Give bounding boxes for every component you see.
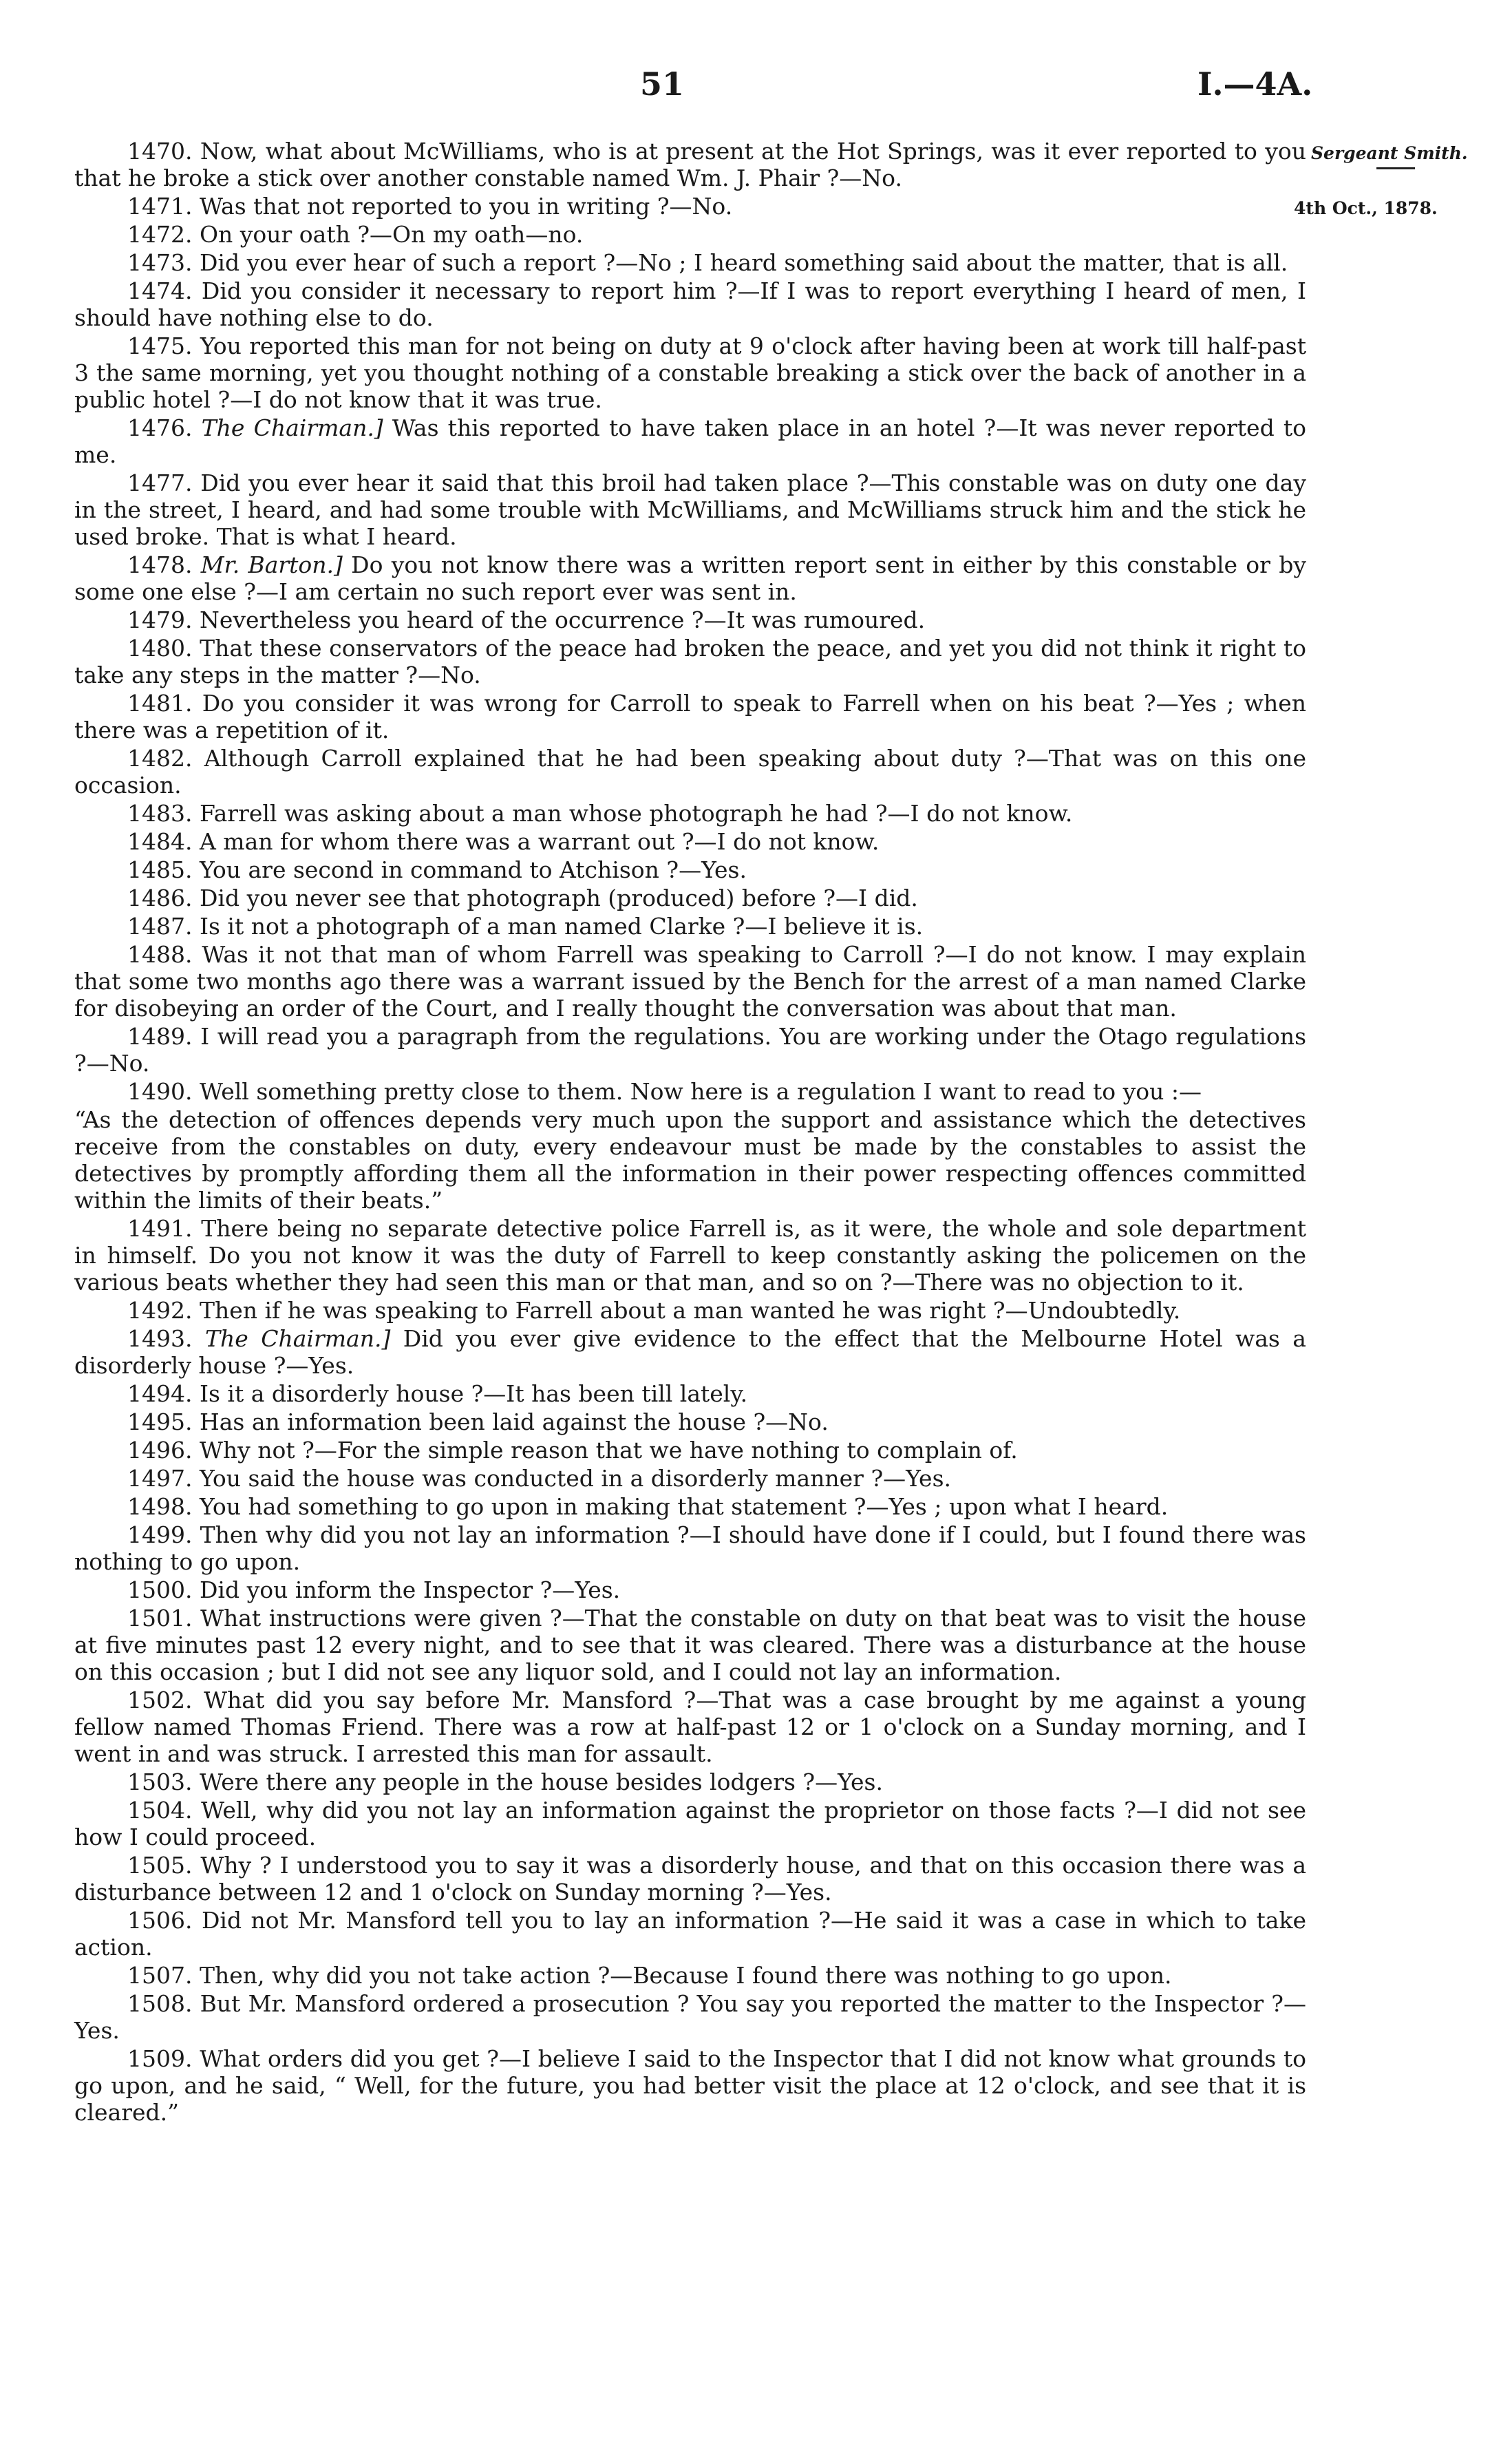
- paragraph-text: Then, why did you not take action ?—Because I found there was nothing to go upon.: [199, 1962, 1172, 1989]
- paragraph-text: What did you say before Mr. Mansford ?—That was a case brought by me against a young fellow named Thomas Friend. There was a row at half-past 12 or 1 o'clock on a Sunday morning, and I went in and was struck. I arrested this man for assault.: [74, 1687, 1307, 1767]
- qa-paragraph: [74, 856, 1306, 883]
- qa-paragraph: [74, 885, 1306, 911]
- paragraph-text: Although Carroll explained that he had been speaking about duty ?—That was on this one occasion.: [74, 745, 1306, 799]
- qa-paragraph: [74, 1797, 1306, 1850]
- question-number: 1472.: [127, 221, 200, 248]
- page-header: [0, 65, 1512, 114]
- qa-paragraph: [74, 1687, 1306, 1767]
- question-number: 1478.: [127, 551, 201, 578]
- question-number: 1502.: [127, 1687, 204, 1713]
- paragraph-text: Now, what about McWilliams, who is at present at the Hot Springs, was it ever reported to you that he broke a stick over another constable named Wm. J. Phair ?—No.: [74, 138, 1307, 191]
- qa-paragraph: [74, 606, 1306, 633]
- paragraph-text: Was it not that man of whom Farrell was speaking to Carroll ?—I do not know. I may explain that some two months ago there was a warrant issued by the Bench for the arrest of a man named Clarke for disobeying an order of the Court, and I really thought the conversation was about that man.: [74, 941, 1306, 1022]
- sidebar-rule: [1376, 167, 1415, 169]
- paragraph-text: Did not Mr. Mansford tell you to lay an information ?—He said it was a case in which to take action.: [74, 1907, 1306, 1961]
- sidebar-witness: Sergeant Smith.: [1311, 143, 1468, 163]
- question-number: 1470.: [127, 138, 200, 165]
- paragraph-text: Is it not a photograph of a man named Clarke ?—I believe it is.: [199, 913, 924, 940]
- paragraph-text: Nevertheless you heard of the occurrence ?—It was rumoured.: [199, 606, 926, 633]
- qa-paragraph: [74, 1078, 1306, 1105]
- paragraph-text: What instructions were given ?—That the constable on duty on that beat was to visit the house at five minutes past 12 every night, and to see that it was cleared. There was a disturbance at the house on this occasion ; but I did not see any liquor sold, and I could not lay an information.: [74, 1605, 1306, 1685]
- qa-paragraph: [74, 1380, 1306, 1407]
- speaker-label: The Chairman.]: [204, 1325, 403, 1352]
- qa-paragraph: [74, 1297, 1306, 1324]
- question-number: 1508.: [127, 1990, 200, 2017]
- paragraph-text: There being no separate detective police Farrell is, as it were, the whole and sole department in himself. Do you not know it was the duty of Farrell to keep constantly asking the policemen on the various beats whether they had seen this man or that man, and so on ?—There was no objection to it.: [74, 1215, 1306, 1296]
- paragraph-text: Did you consider it necessary to report him ?—If I was to report everything I heard of men, I should have nothing else to do.: [74, 277, 1306, 331]
- paragraph-text: Well something pretty close to them. Now here is a regulation I want to read to you :—: [199, 1078, 1202, 1105]
- question-number: 1485.: [127, 856, 200, 883]
- question-number: 1495.: [127, 1408, 200, 1435]
- question-number: 1501.: [127, 1605, 201, 1632]
- qa-paragraph: [74, 1768, 1306, 1795]
- paragraph-text: You are second in command to Atchison ?—Yes.: [199, 856, 747, 883]
- question-number: 1507.: [127, 1962, 200, 1989]
- qa-paragraph: [74, 469, 1306, 550]
- qa-paragraph: [74, 1465, 1306, 1492]
- paragraph-text: You said the house was conducted in a disorderly manner ?—Yes.: [199, 1465, 952, 1492]
- paragraph-text: What orders did you get ?—I believe I said to the Inspector that I did not know what grounds to go upon, and he said, “ Well, for the future, you had better visit the place at 12 o'clock, and see that it is cleared.”: [74, 2045, 1306, 2126]
- paragraph-text: “As the detection of offences depends very much upon the support and assistance which the detectives receive from the constables on duty, every endeavour must be made by the constables to assist the detectives by promptly affording them all the information in their power respecting offences committed within the limits of their beats.”: [74, 1106, 1306, 1214]
- question-number: 1493.: [127, 1325, 205, 1352]
- question-number: 1477.: [127, 469, 201, 496]
- question-number: 1487.: [127, 913, 200, 940]
- question-number: 1496.: [127, 1437, 200, 1464]
- paragraph-text: On your oath ?—On my oath—no.: [199, 221, 584, 248]
- paragraph-text: Were there any people in the house besides lodgers ?—Yes.: [199, 1768, 883, 1795]
- qa-paragraph: [74, 1576, 1306, 1603]
- question-number: 1499.: [127, 1521, 200, 1548]
- qa-paragraph: [74, 249, 1306, 276]
- paragraph-text: Why ? I understood you to say it was a disorderly house, and that on this occasion there was a disturbance between 12 and 1 o'clock on Sunday morning ?—Yes.: [74, 1852, 1306, 1905]
- paragraph-text: Is it a disorderly house ?—It has been till lately.: [199, 1380, 748, 1407]
- paragraph-text: Did you inform the Inspector ?—Yes.: [199, 1576, 621, 1603]
- question-number: 1475.: [127, 332, 200, 359]
- question-number: 1481.: [127, 690, 202, 717]
- qa-paragraph: [74, 941, 1306, 1022]
- question-number: 1479.: [127, 606, 200, 633]
- paragraph-text: Was that not reported to you in writing ?—No.: [199, 193, 733, 220]
- qa-paragraph: [74, 1962, 1306, 1989]
- qa-paragraph: [74, 1493, 1306, 1520]
- qa-paragraph: [74, 551, 1306, 605]
- qa-paragraph: [74, 2045, 1306, 2126]
- paragraph-text: You reported this man for not being on duty at 9 o'clock after having been at work till half-past 3 the same morning, yet you thought nothing of a constable breaking a stick over the back of another in a public hotel ?—I do not know that it was true.: [74, 332, 1306, 413]
- qa-paragraph: [74, 1907, 1306, 1961]
- paragraph-text: Why not ?—For the simple reason that we have nothing to complain of.: [199, 1437, 1018, 1464]
- qa-paragraph: [74, 1990, 1306, 2044]
- paragraph-text: That these conservators of the peace had broken the peace, and yet you did not think it right to take any steps in the matter ?—No.: [74, 635, 1306, 688]
- question-number: 1500.: [127, 1576, 200, 1603]
- paragraph-text: I will read you a paragraph from the regulations. You are working under the Otago regulations ?—No.: [74, 1023, 1306, 1077]
- paragraph-text: But Mr. Mansford ordered a prosecution ? You say you reported the matter to the Inspector ?—Yes.: [74, 1990, 1306, 2044]
- paragraph-text: Then if he was speaking to Farrell about a man wanted he was right ?—Undoubtedly.: [199, 1297, 1181, 1324]
- qa-paragraph: [74, 414, 1306, 468]
- paragraph-text: Well, why did you not lay an information against the proprietor on those facts ?—I did not see how I could proceed.: [74, 1797, 1306, 1850]
- qa-paragraph: [74, 1023, 1306, 1077]
- qa-paragraph: [74, 913, 1306, 940]
- question-number: 1474.: [127, 277, 202, 304]
- question-number: 1491.: [127, 1215, 202, 1242]
- question-number: 1473.: [127, 249, 200, 276]
- question-number: 1476.: [127, 414, 202, 441]
- question-number: 1503.: [127, 1768, 200, 1795]
- question-number: 1482.: [127, 745, 204, 772]
- sidebar-date: 4th Oct., 1878.: [1294, 198, 1438, 218]
- paragraph-text: Do you consider it was wrong for Carroll to speak to Farrell when on his beat ?—Yes ; when there was a repetition of it.: [74, 690, 1306, 743]
- page-number: 51: [640, 65, 685, 103]
- question-number: 1504.: [127, 1797, 202, 1824]
- paragraph-text: A man for whom there was a warrant out ?—I do not know.: [199, 828, 880, 855]
- question-number: 1483.: [127, 800, 200, 827]
- question-number: 1490.: [127, 1078, 200, 1105]
- question-number: 1492.: [127, 1297, 200, 1324]
- question-number: 1486.: [127, 885, 200, 911]
- qa-paragraph: [74, 1325, 1306, 1379]
- question-number: 1488.: [127, 941, 202, 968]
- paragraph-text: Was this reported to have taken place in an hotel ?—It was never reported to me.: [74, 414, 1306, 468]
- speaker-label: Mr. Barton.]: [200, 551, 352, 578]
- qa-paragraph: [74, 1215, 1306, 1296]
- qa-paragraph: [74, 193, 1306, 220]
- question-number: 1498.: [127, 1493, 200, 1520]
- qa-paragraph: [74, 138, 1306, 191]
- qa-paragraph: [74, 221, 1306, 248]
- question-number: 1494.: [127, 1380, 200, 1407]
- question-number: 1480.: [127, 635, 200, 662]
- paragraph-text: Do you not know there was a written report sent in either by this constable or by some one else ?—I am certain no such report ever was sent in.: [74, 551, 1306, 605]
- paragraph-text: You had something to go upon in making that statement ?—Yes ; upon what I heard.: [199, 1493, 1169, 1520]
- quoted-regulation: [74, 1106, 1306, 1214]
- question-number: 1505.: [127, 1852, 201, 1879]
- qa-paragraph: [74, 277, 1306, 331]
- question-number: 1506.: [127, 1907, 202, 1934]
- qa-paragraph: [74, 635, 1306, 688]
- qa-paragraph: [74, 1521, 1306, 1575]
- question-number: 1509.: [127, 2045, 200, 2072]
- qa-paragraph: [74, 745, 1306, 799]
- paragraph-text: Then why did you not lay an information ?—I should have done if I could, but I found there was nothing to go upon.: [74, 1521, 1306, 1575]
- qa-paragraph: [74, 1852, 1306, 1905]
- paragraph-text: Did you never see that photograph (produced) before ?—I did.: [199, 885, 918, 911]
- qa-paragraph: [74, 800, 1306, 827]
- question-number: 1484.: [127, 828, 200, 855]
- qa-paragraph: [74, 1605, 1306, 1685]
- paragraph-text: Did you ever hear of such a report ?—No ; I heard something said about the matter, that is all.: [199, 249, 1288, 276]
- qa-paragraph: [74, 828, 1306, 855]
- qa-paragraph: [74, 1437, 1306, 1464]
- paragraph-text: Did you ever give evidence to the effect that the Melbourne Hotel was a disorderly house ?—Yes.: [74, 1325, 1306, 1379]
- paragraph-text: Did you ever hear it said that this broil had taken place ?—This constable was on duty one day in the street, I heard, and had some trouble with McWilliams, and McWilliams struck him and the stick he used broke. That is what I heard.: [74, 469, 1307, 550]
- paragraph-text: Farrell was asking about a man whose photograph he had ?—I do not know.: [199, 800, 1073, 827]
- qa-paragraph: [74, 332, 1306, 413]
- question-number: 1497.: [127, 1465, 200, 1492]
- testimony-body: [74, 138, 1306, 2127]
- qa-paragraph: [74, 1408, 1306, 1435]
- document-code: I.—4A.: [1197, 65, 1313, 103]
- question-number: 1489.: [127, 1023, 201, 1050]
- question-number: 1471.: [127, 193, 200, 220]
- speaker-label: The Chairman.]: [201, 414, 392, 441]
- paragraph-text: Has an information been laid against the house ?—No.: [199, 1408, 829, 1435]
- qa-paragraph: [74, 690, 1306, 743]
